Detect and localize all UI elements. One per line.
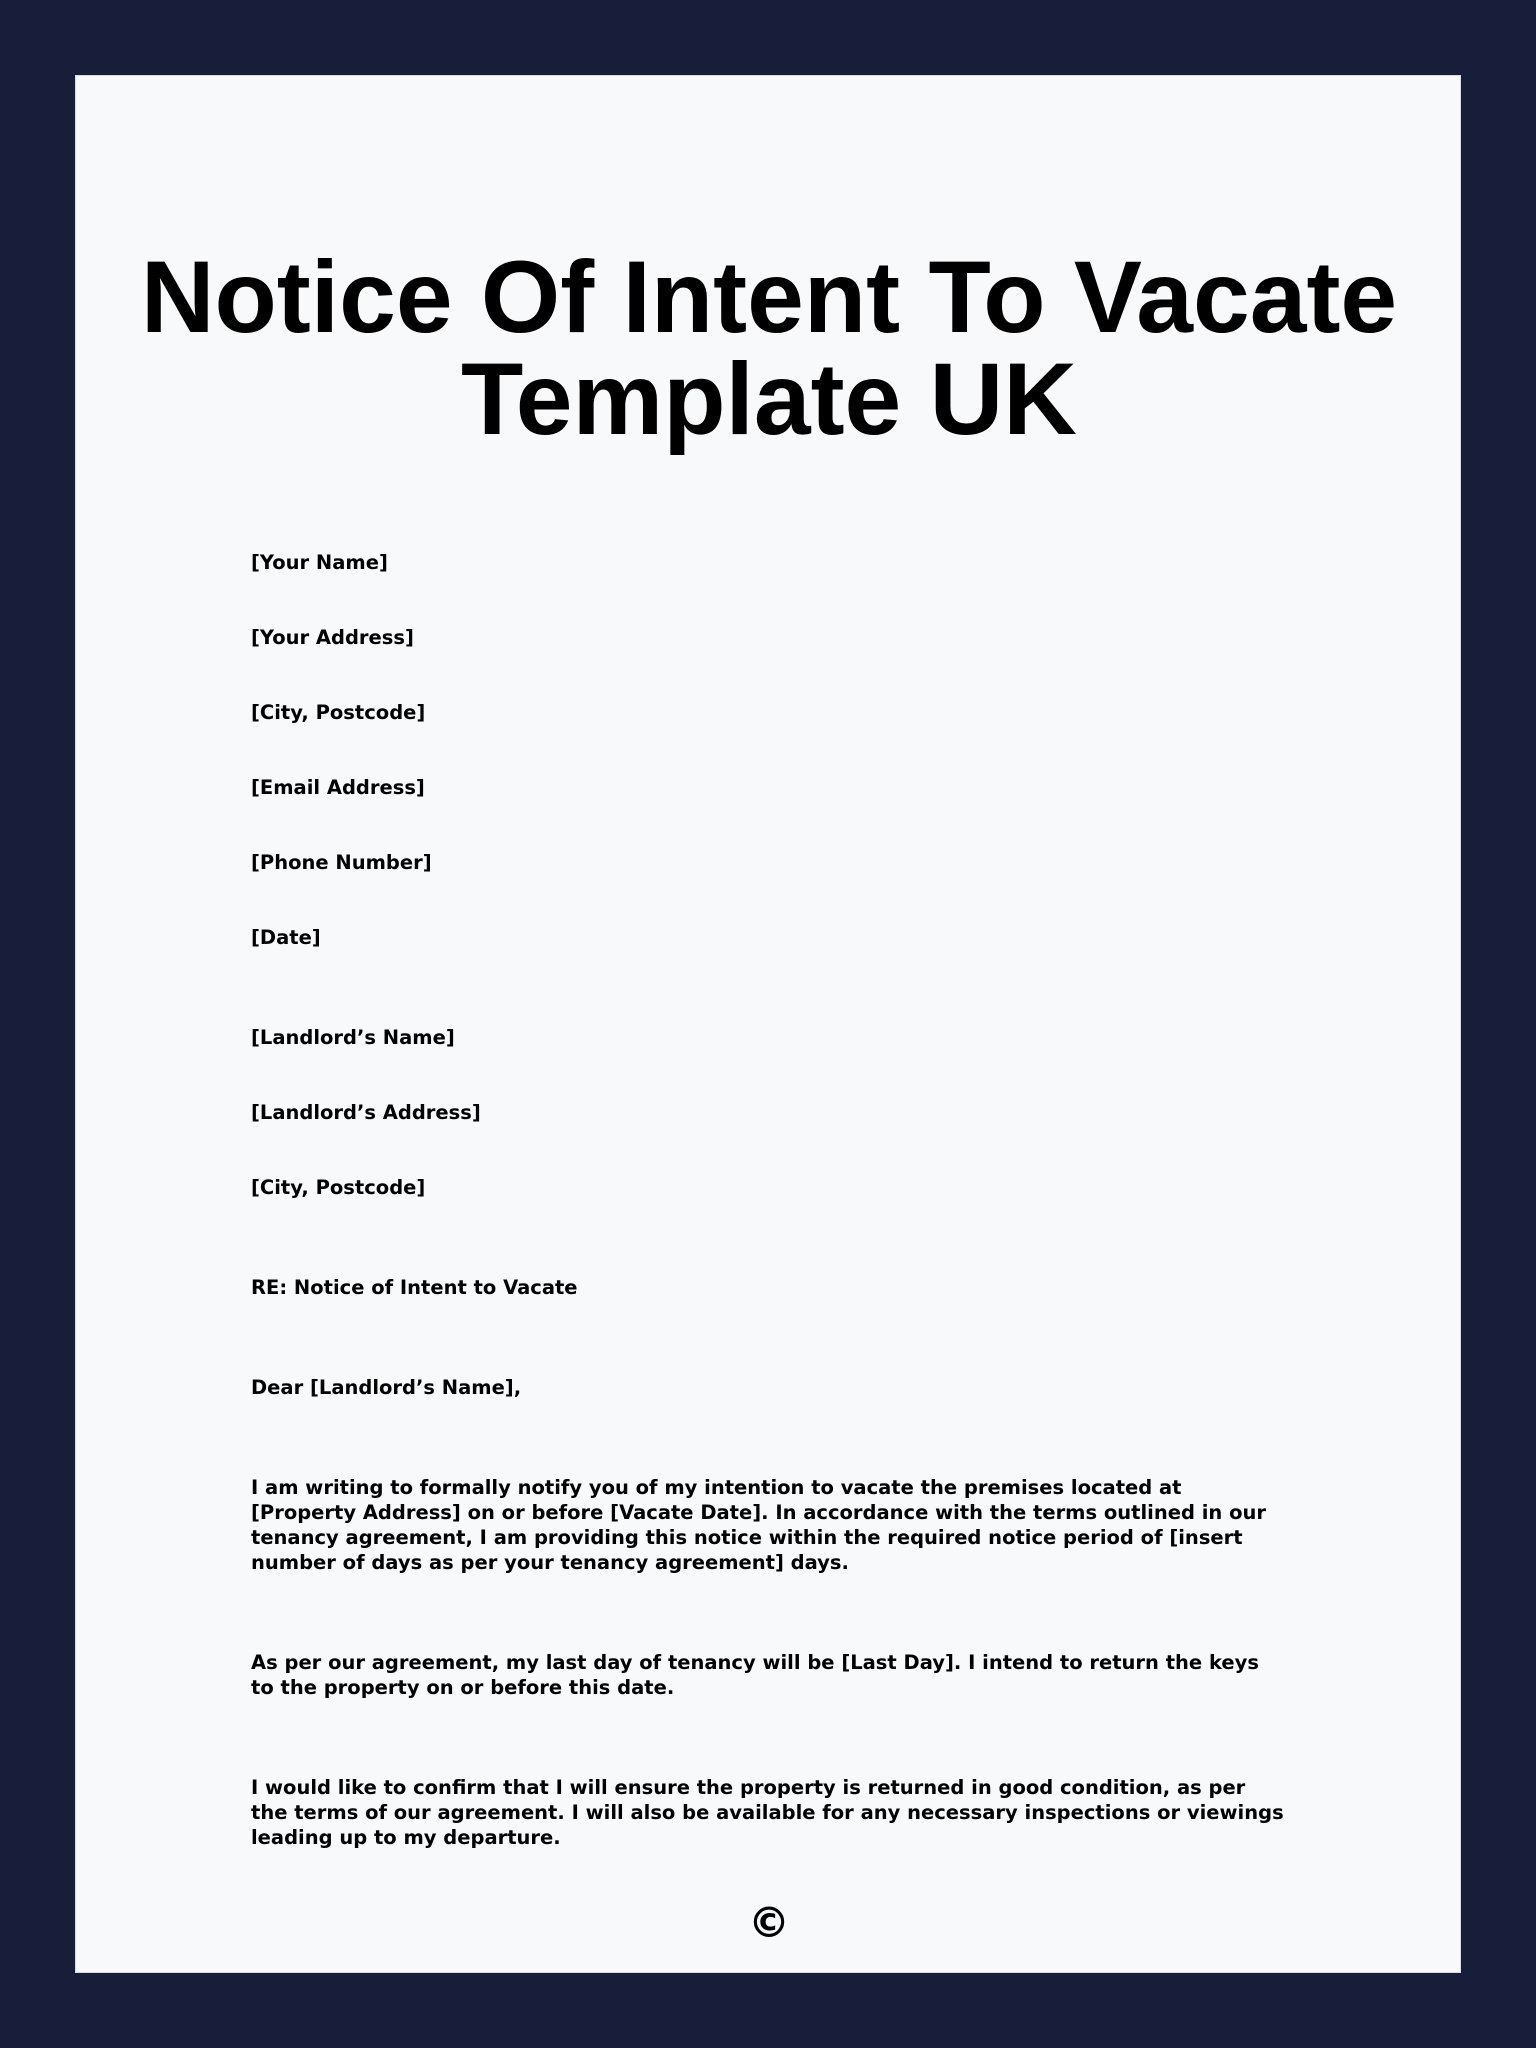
title-line-1: Notice Of Intent To Vacate <box>140 240 1398 354</box>
document-title <box>76 240 1462 456</box>
sender-phone: [Phone Number] <box>251 851 432 874</box>
subject-line: RE: Notice of Intent to Vacate <box>251 1276 578 1299</box>
body-paragraph-3: I would like to confirm that I will ensure the property is returned in good condition, as per the terms of our agreement. I will also be available for any necessary inspections or viewings leading up to my departure. <box>251 1776 1284 1849</box>
sender-address: [Your Address] <box>251 626 414 649</box>
recipient-address: [Landlord’s Address] <box>251 1101 481 1124</box>
sender-email: [Email Address] <box>251 776 425 799</box>
recipient-name: [Landlord’s Name] <box>251 1026 455 1049</box>
body-paragraph-2: As per our agreement, my last day of tenancy will be [Last Day]. I intend to return the keys to the property on or before this date. <box>251 1651 1259 1699</box>
sender-name: [Your Name] <box>251 551 388 574</box>
body-paragraph-1: I am writing to formally notify you of my intention to vacate the premises located at [Property Address] on or before [Vacate Date]. In accordance with the terms outlined in our tenancy agreement, I am providing this notice within the required notice period of [insert number of days as per your tenancy agreement] days. <box>251 1476 1266 1574</box>
copyright-icon: © <box>748 1898 790 1947</box>
document-page <box>75 75 1461 1973</box>
salutation: Dear [Landlord’s Name], <box>251 1376 522 1399</box>
recipient-city-postcode: [City, Postcode] <box>251 1176 426 1199</box>
letter-date: [Date] <box>251 926 321 949</box>
sender-city-postcode: [City, Postcode] <box>251 701 426 724</box>
title-line-2: Template UK <box>461 342 1077 456</box>
